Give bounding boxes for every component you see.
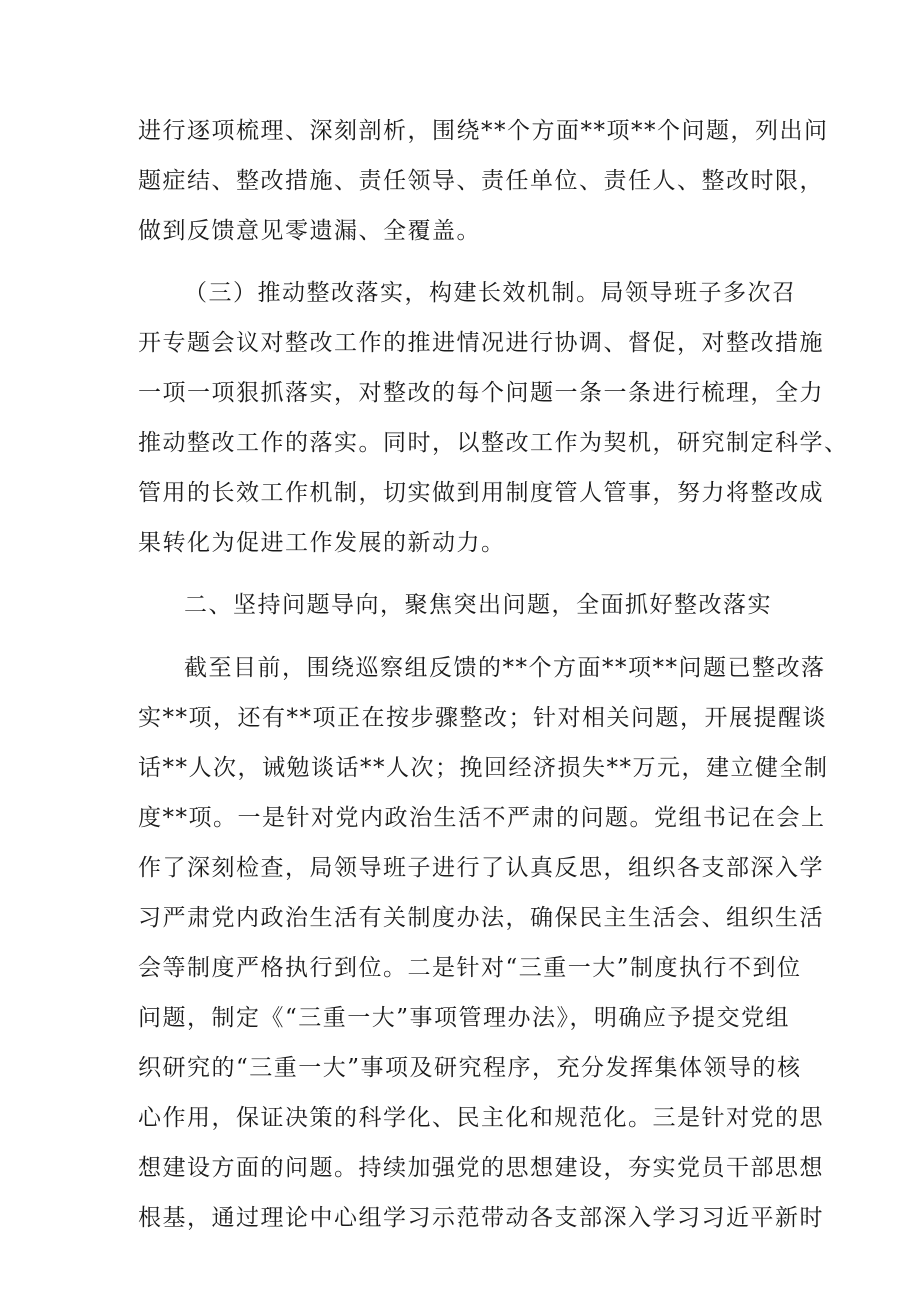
paragraph-3-line-11: 想建设方面的问题。持续加强党的思想建设，夯实党员干部思想 bbox=[138, 1155, 824, 1181]
paragraph-3-line-3: 话**人次，诫勉谈话**人次；挽回经济损失**万元，建立健全制 bbox=[138, 755, 829, 781]
paragraph-2-line-5: 管用的长效工作机制，切实做到用制度管人管事，努力将整改成 bbox=[138, 480, 824, 506]
paragraph-2-line-2: 开专题会议对整改工作的推进情况进行协调、督促，对整改措施 bbox=[138, 330, 824, 356]
paragraph-3-line-9: 织研究的“三重一大”事项及研究程序，充分发挥集体领导的核 bbox=[138, 1055, 802, 1081]
paragraph-1-line-1: 进行逐项梳理、深刻剖析，围绕**个方面**项**个问题，列出问 bbox=[138, 118, 829, 144]
paragraph-3-line-7: 会等制度严格执行到位。二是针对“三重一大”制度执行不到位 bbox=[138, 955, 802, 981]
paragraph-1-line-3: 做到反馈意见零遗漏、全覆盖。 bbox=[138, 218, 481, 244]
paragraph-3-line-10: 心作用，保证决策的科学化、民主化和规范化。三是针对党的思 bbox=[138, 1105, 824, 1131]
paragraph-2-line-4: 推动整改工作的落实。同时，以整改工作为契机，研究制定科学、 bbox=[138, 430, 849, 456]
paragraph-2-line-6: 果转化为促进工作发展的新动力。 bbox=[138, 530, 506, 556]
paragraph-3-line-6: 习严肃党内政治生活有关制度办法，确保民主生活会、组织生活 bbox=[138, 905, 824, 931]
section-heading: 二、坚持问题导向，聚焦突出问题，全面抓好整改落实 bbox=[184, 592, 772, 618]
paragraph-3-line-8: 问题，制定《“三重一大”事项管理办法》，明确应予提交党组 bbox=[138, 1005, 791, 1031]
paragraph-3-line-12: 根基，通过理论中心组学习示范带动各支部深入学习习近平新时 bbox=[138, 1205, 824, 1231]
paragraph-2-line-3: 一项一项狠抓落实，对整改的每个问题一条一条进行梳理，全力 bbox=[138, 380, 824, 406]
paragraph-3-line-1: 截至目前，围绕巡察组反馈的**个方面**项**问题已整改落 bbox=[184, 655, 826, 681]
paragraph-3-line-2: 实**项，还有**项正在按步骤整改；针对相关问题，开展提醒谈 bbox=[138, 705, 827, 731]
paragraph-2-line-1: （三）推动整改落实，构建长效机制。局领导班子多次召 bbox=[184, 280, 797, 306]
paragraph-3-line-4: 度**项。一是针对党内政治生活不严肃的问题。党组书记在会上 bbox=[138, 805, 826, 831]
paragraph-3-line-5: 作了深刻检查，局领导班子进行了认真反思，组织各支部深入学 bbox=[138, 855, 824, 881]
paragraph-1-line-2: 题症结、整改措施、责任领导、责任单位、责任人、整改时限， bbox=[138, 168, 824, 194]
